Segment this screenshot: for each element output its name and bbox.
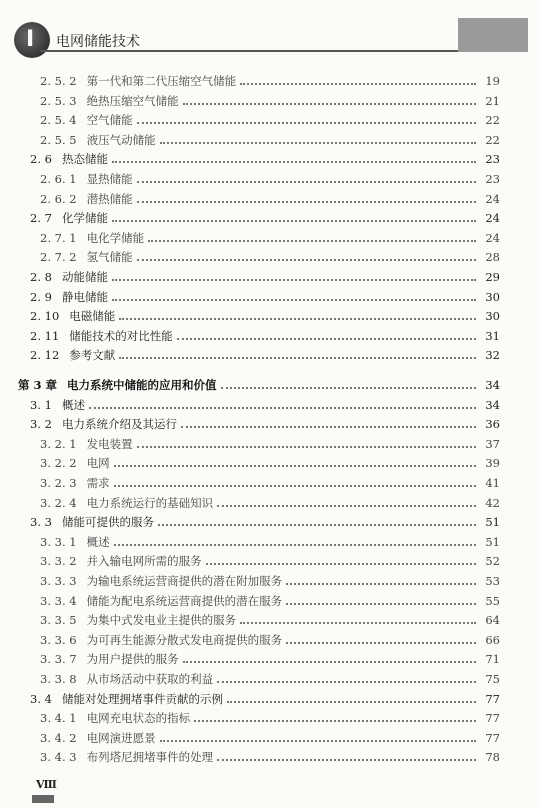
toc-entry-number: 2. 5. 2 — [40, 74, 77, 88]
toc-entry-number: 2. 11 — [30, 328, 60, 343]
toc-entry-title: 液压气动储能 — [86, 132, 156, 147]
toc-entry — [0, 707, 500, 725]
toc-entry-page: 42 — [485, 495, 500, 510]
toc-entry-page: 23 — [485, 152, 500, 167]
toc-dot-leader — [183, 102, 476, 105]
toc-dot-leader — [194, 719, 476, 722]
toc-entry-title: 需求 — [86, 476, 110, 490]
toc-entry-number: 2. 5. 4 — [40, 113, 77, 128]
toc-entry — [0, 129, 500, 147]
toc-entry — [0, 550, 500, 568]
toc-entry-title: 电磁储能 — [69, 309, 116, 324]
toc-entry-title: 储能可提供的服务 — [61, 515, 154, 530]
toc-entry — [0, 570, 500, 588]
toc-entry-number: 2. 6. 2 — [40, 191, 77, 206]
book-logo-icon: I — [14, 22, 50, 58]
toc-entry-title: 显热储能 — [86, 172, 133, 186]
toc-entry — [0, 472, 500, 490]
toc-entry-page: 77 — [485, 711, 500, 726]
toc-entry — [0, 168, 500, 186]
toc-entry-page: 51 — [485, 515, 500, 530]
toc-dot-leader — [119, 356, 476, 359]
toc-dot-leader — [119, 317, 476, 320]
toc-entry-page: 22 — [485, 132, 500, 147]
toc-entry-number: 3. 3. 3 — [40, 574, 77, 588]
toc-entry-number: 2. 7. 1 — [40, 230, 77, 245]
toc-dot-leader — [177, 337, 476, 340]
toc-dot-leader — [112, 298, 476, 301]
toc-entry — [0, 492, 500, 510]
toc-dot-leader — [137, 121, 476, 124]
toc-entry-title: 为可再生能源分散式发电商提供的服务 — [86, 632, 283, 647]
toc-entry-title: 为用户提供的服务 — [86, 652, 179, 667]
toc-entry — [0, 629, 500, 647]
toc-entry-number: 3. 4. 3 — [40, 750, 77, 765]
toc-dot-leader — [286, 582, 476, 585]
toc-entry-number: 3. 4. 2 — [40, 730, 77, 745]
toc-dot-leader — [114, 543, 476, 546]
header-bar — [458, 18, 528, 52]
toc-entry-page: 30 — [485, 309, 500, 324]
toc-entry-number: 第 3 章 — [18, 378, 58, 392]
toc-dot-leader — [240, 621, 476, 624]
toc-entry-page: 29 — [485, 270, 500, 284]
toc-entry-title: 静电储能 — [61, 289, 108, 304]
toc-entry — [0, 148, 500, 166]
toc-dot-leader — [160, 141, 476, 144]
toc-entry-number: 2. 5. 3 — [40, 93, 77, 108]
toc-dot-leader — [286, 641, 476, 644]
toc-entry-title: 绝热压缩空气储能 — [86, 93, 179, 108]
toc-entry-title: 动能储能 — [61, 270, 108, 284]
toc-dot-leader — [217, 504, 476, 507]
toc-entry-number: 2. 9 — [30, 289, 52, 304]
toc-entry-number: 2. 7 — [30, 211, 52, 226]
toc-entry-title: 从市场活动中获取的利益 — [86, 672, 214, 686]
toc-entry-page: 37 — [485, 436, 500, 451]
toc-entry — [0, 511, 500, 529]
toc-entry — [0, 207, 500, 225]
toc-entry-number: 3. 4. 1 — [40, 711, 77, 726]
toc-entry — [0, 374, 500, 392]
toc-entry-title: 并入输电网所需的服务 — [86, 554, 202, 569]
toc-dot-leader — [240, 82, 476, 85]
toc-entry-page: 19 — [485, 74, 500, 88]
toc-entry-number: 3. 2. 3 — [40, 476, 77, 490]
toc-dot-leader — [206, 562, 476, 565]
toc-entry-page: 23 — [485, 172, 500, 186]
toc-entry-page: 24 — [485, 191, 500, 206]
toc-entry-title: 发电装置 — [86, 436, 133, 451]
toc-entry-title: 储能为配电系统运营商提供的潜在服务 — [86, 593, 283, 608]
toc-entry-title: 化学储能 — [61, 211, 108, 226]
toc-entry-page: 75 — [485, 672, 500, 686]
toc-entry-number: 3. 4 — [30, 691, 52, 706]
toc-entry — [0, 746, 500, 764]
toc-entry-page: 31 — [485, 328, 500, 343]
toc-entry-page: 71 — [485, 652, 500, 667]
toc-entry-number: 3. 3. 1 — [40, 534, 77, 549]
toc-dot-leader — [286, 602, 476, 605]
toc-dot-leader — [114, 484, 476, 487]
toc-entry-title: 概述 — [61, 397, 85, 412]
toc-entry-page: 34 — [485, 378, 500, 392]
toc-dot-leader — [158, 523, 476, 526]
toc-entry-title: 电网 — [86, 456, 110, 471]
toc-entry-page: 51 — [485, 534, 500, 549]
toc-entry-page: 24 — [485, 230, 500, 245]
toc-entry-number: 2. 10 — [30, 309, 60, 324]
toc-entry-title: 储能对处理拥堵事件贡献的示例 — [61, 691, 223, 706]
toc-entry — [0, 394, 500, 412]
header-rule — [40, 50, 458, 52]
toc-entry-page: 52 — [485, 554, 500, 569]
toc-dot-leader — [137, 200, 476, 203]
toc-entry-page: 78 — [485, 750, 500, 765]
toc-dot-leader — [160, 739, 476, 742]
toc-entry — [0, 227, 500, 245]
toc-entry — [0, 266, 500, 284]
toc-entry — [0, 344, 500, 362]
toc-entry — [0, 246, 500, 264]
toc-entry-title: 参考文献 — [69, 348, 116, 363]
toc-entry-title: 氢气储能 — [86, 250, 133, 265]
toc-entry — [0, 188, 500, 206]
toc-entry-page: 39 — [485, 456, 500, 471]
toc-dot-leader — [112, 160, 476, 163]
toc-entry — [0, 609, 500, 627]
toc-entry-number: 3. 2. 2 — [40, 456, 77, 471]
toc-entry — [0, 531, 500, 549]
toc-entry-title: 概述 — [86, 534, 110, 549]
toc-entry-number: 3. 3. 6 — [40, 632, 77, 647]
toc-entry — [0, 668, 500, 686]
toc-dot-leader — [114, 464, 476, 467]
toc-entry — [0, 452, 500, 470]
toc-entry-title: 电化学储能 — [86, 230, 145, 245]
toc-dot-leader — [137, 180, 476, 183]
toc-dot-leader — [221, 386, 476, 389]
toc-entry — [0, 109, 500, 127]
toc-entry-number: 3. 3. 2 — [40, 554, 77, 569]
toc-entry-page: 77 — [485, 730, 500, 745]
toc-entry-page: 77 — [485, 691, 500, 706]
toc-entry — [0, 648, 500, 666]
toc-entry-title: 为输电系统运营商提供的潜在附加服务 — [86, 574, 283, 588]
toc-entry-number: 2. 6 — [30, 152, 52, 167]
toc-entry-title: 第一代和第二代压缩空气储能 — [86, 74, 237, 88]
toc-entry-title: 储能技术的对比性能 — [69, 328, 173, 343]
toc-entry-number: 3. 2 — [30, 417, 52, 432]
toc-entry-title: 电网演进愿景 — [86, 730, 156, 745]
toc-dot-leader — [227, 700, 476, 703]
toc-entry-page: 53 — [485, 574, 500, 588]
toc-dot-leader — [112, 278, 476, 281]
toc-entry-title: 电力系统运行的基础知识 — [86, 495, 214, 510]
toc-entry-number: 2. 6. 1 — [40, 172, 77, 186]
toc-entry-page: 34 — [485, 397, 500, 412]
toc-entry-title: 布列塔尼拥堵事件的处理 — [86, 750, 214, 765]
toc-entry-page: 41 — [485, 476, 500, 490]
toc-entry-page: 64 — [485, 613, 500, 628]
toc-entry-number: 2. 12 — [30, 348, 60, 363]
toc-entry — [0, 90, 500, 108]
toc-entry — [0, 688, 500, 706]
toc-entry-number: 3. 3. 8 — [40, 672, 77, 686]
toc-entry-number: 3. 3. 4 — [40, 593, 77, 608]
toc-entry-page: 32 — [485, 348, 500, 363]
toc-entry-title: 热态储能 — [61, 152, 108, 167]
toc-entry-number: 3. 3 — [30, 515, 52, 530]
toc-entry-number: 3. 3. 7 — [40, 652, 77, 667]
toc-dot-leader — [137, 258, 476, 261]
toc-entry — [0, 727, 500, 745]
toc-entry-number: 3. 2. 1 — [40, 436, 77, 451]
toc-dot-leader — [181, 425, 476, 428]
toc-entry-page: 66 — [485, 632, 500, 647]
toc-entry-title: 潜热储能 — [86, 191, 133, 206]
toc-entry-number: 2. 8 — [30, 270, 52, 284]
running-header-title: 电网储能技术 — [56, 34, 140, 50]
toc-entry-title: 为集中式发电业主提供的服务 — [86, 613, 237, 628]
toc-entry-title: 空气储能 — [86, 113, 133, 128]
toc-entry — [0, 70, 500, 88]
footer-bar — [32, 795, 54, 803]
toc-dot-leader — [112, 219, 476, 222]
toc-entry-title: 电力系统中储能的应用和价值 — [67, 378, 217, 392]
page-header — [0, 0, 540, 60]
toc-entry-number: 3. 1 — [30, 397, 52, 412]
toc-entry — [0, 433, 500, 451]
toc-entry-title: 电网充电状态的指标 — [86, 711, 191, 726]
toc-entry-page: 28 — [485, 250, 500, 265]
toc-entry-number: 3. 3. 5 — [40, 613, 77, 628]
toc-entry — [0, 286, 500, 304]
toc-entry — [0, 590, 500, 608]
toc-entry-number: 2. 7. 2 — [40, 250, 77, 265]
toc-dot-leader — [148, 239, 476, 242]
toc-entry-number: 3. 2. 4 — [40, 495, 77, 510]
toc-entry-number: 2. 5. 5 — [40, 132, 77, 147]
toc-entry-page: 24 — [485, 211, 500, 226]
toc-dot-leader — [89, 406, 476, 409]
toc-dot-leader — [183, 660, 476, 663]
toc-entry-page: 21 — [485, 93, 500, 108]
toc-entry — [0, 305, 500, 323]
toc-entry-page: 22 — [485, 113, 500, 128]
toc-entry-title: 电力系统介绍及其运行 — [61, 417, 177, 432]
toc-entry — [0, 413, 500, 431]
toc-dot-leader — [217, 758, 476, 761]
toc-entry-page: 30 — [485, 289, 500, 304]
toc-dot-leader — [217, 680, 476, 683]
toc-entry — [0, 325, 500, 343]
toc-entry-page: 36 — [485, 417, 500, 432]
toc-dot-leader — [137, 445, 476, 448]
toc-entry-page: 55 — [485, 593, 500, 608]
page-number: Ⅷ — [36, 778, 57, 791]
